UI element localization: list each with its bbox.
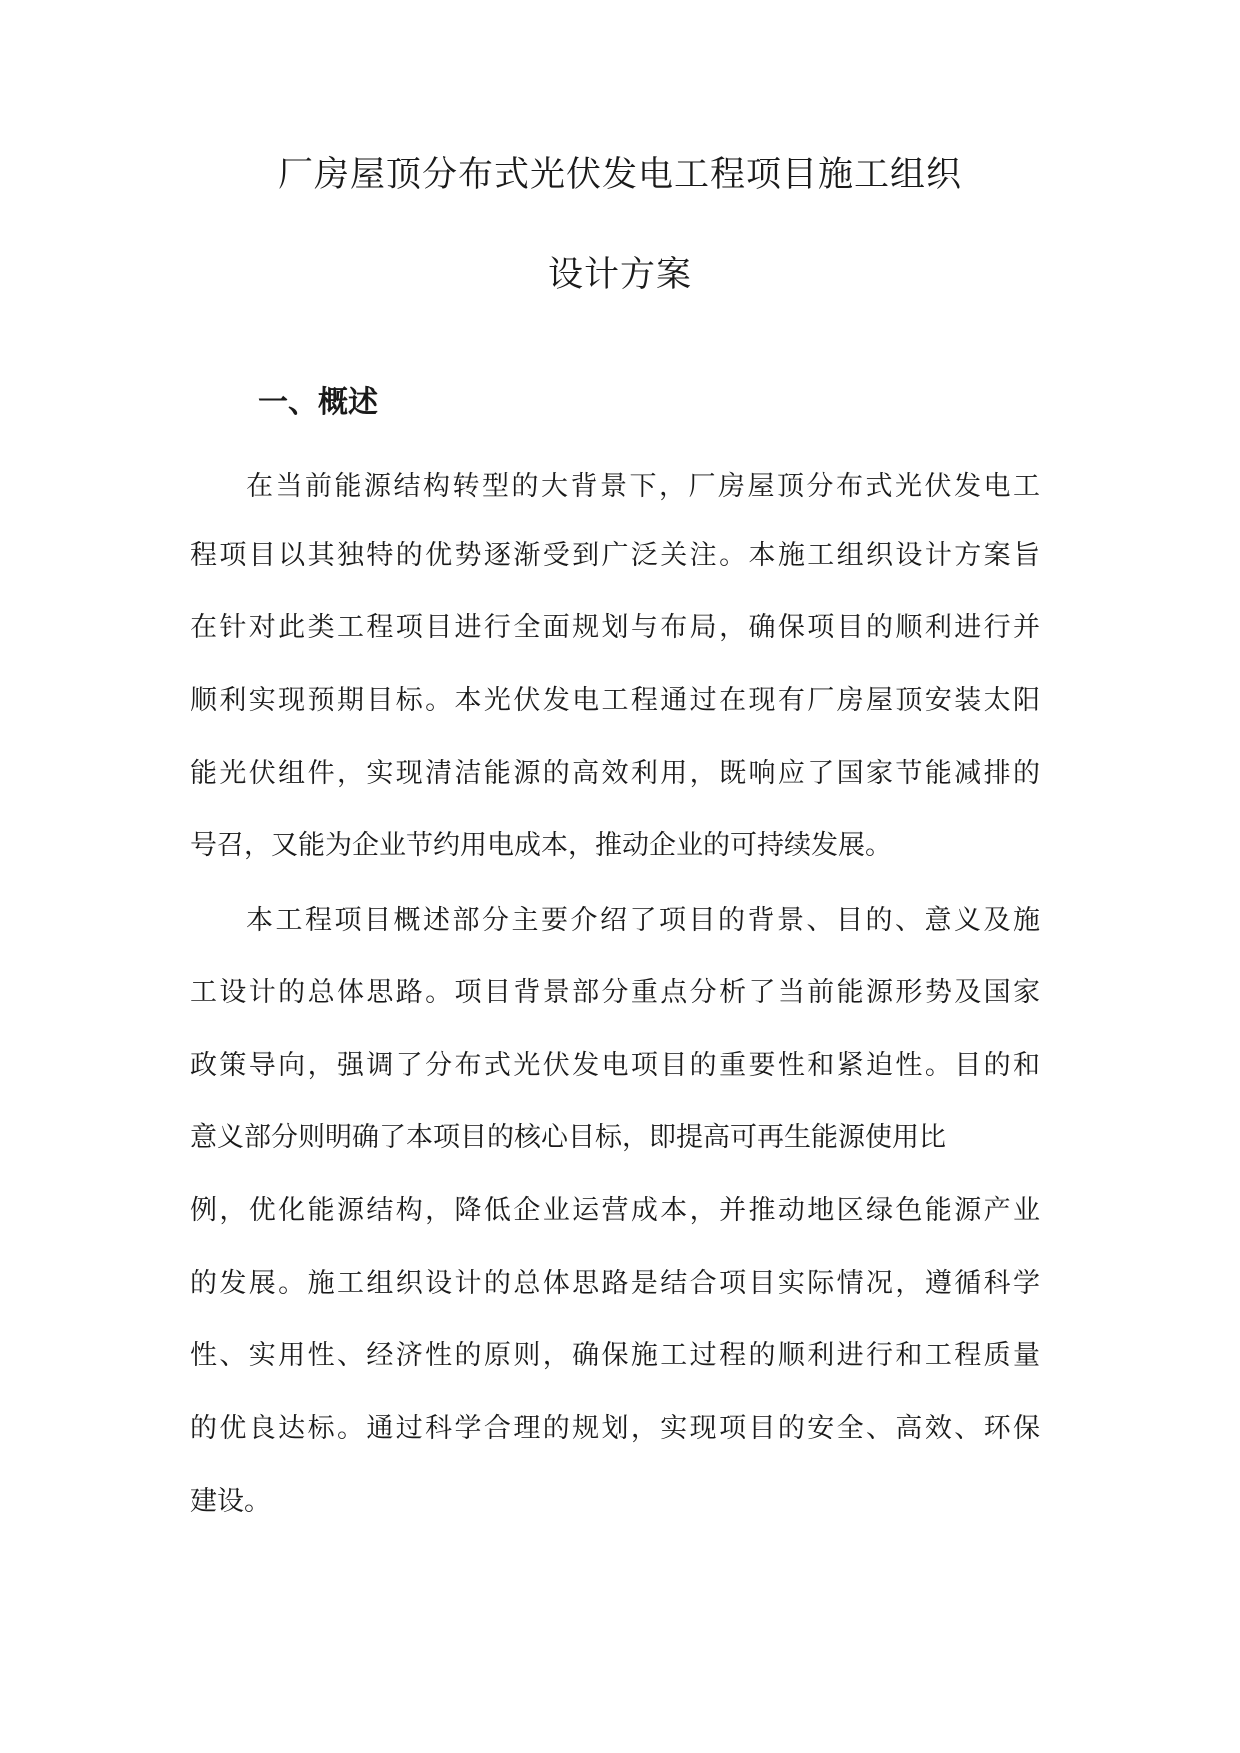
paragraph-1-line: 在针对此类工程项目进行全面规划与布局，确保项目的顺利进行并 [190, 612, 1040, 643]
paragraph-1-line: 号召，又能为企业节约用电成本，推动企业的可持续发展。 [190, 830, 892, 861]
paragraph-2-line: 意义部分则明确了本项目的核心目标，即提高可再生能源使用比 [190, 1122, 946, 1153]
document-title-line-1: 厂房屋顶分布式光伏发电工程项目施工组织 [277, 155, 962, 195]
paragraph-2-line: 本工程项目概述部分主要介绍了项目的背景、目的、意义及施 [246, 905, 1040, 936]
paragraph-2-line: 工设计的总体思路。项目背景部分重点分析了当前能源形势及国家 [190, 977, 1040, 1008]
paragraph-2-line: 的发展。施工组织设计的总体思路是结合项目实际情况，遵循科学 [190, 1268, 1040, 1299]
paragraph-2-line: 建设。 [190, 1486, 271, 1517]
paragraph-2-line: 政策导向，强调了分布式光伏发电项目的重要性和紧迫性。目的和 [190, 1050, 1040, 1081]
section-heading: 一、概述 [258, 385, 378, 420]
paragraph-2-line: 例，优化能源结构，降低企业运营成本，并推动地区绿色能源产业 [190, 1195, 1040, 1226]
paragraph-2-line: 的优良达标。通过科学合理的规划，实现项目的安全、高效、环保 [190, 1413, 1040, 1444]
paragraph-1-line: 在当前能源结构转型的大背景下，厂房屋顶分布式光伏发电工 [246, 471, 1040, 502]
paragraph-1-line: 顺利实现预期目标。本光伏发电工程通过在现有厂房屋顶安装太阳 [190, 685, 1040, 716]
paragraph-1-line: 能光伏组件，实现清洁能源的高效利用，既响应了国家节能减排的 [190, 758, 1040, 789]
paragraph-2-line: 性、实用性、经济性的原则，确保施工过程的顺利进行和工程质量 [190, 1340, 1040, 1371]
paragraph-1-line: 程项目以其独特的优势逐渐受到广泛关注。本施工组织设计方案旨 [190, 540, 1040, 571]
document-title-line-2: 设计方案 [547, 255, 692, 295]
